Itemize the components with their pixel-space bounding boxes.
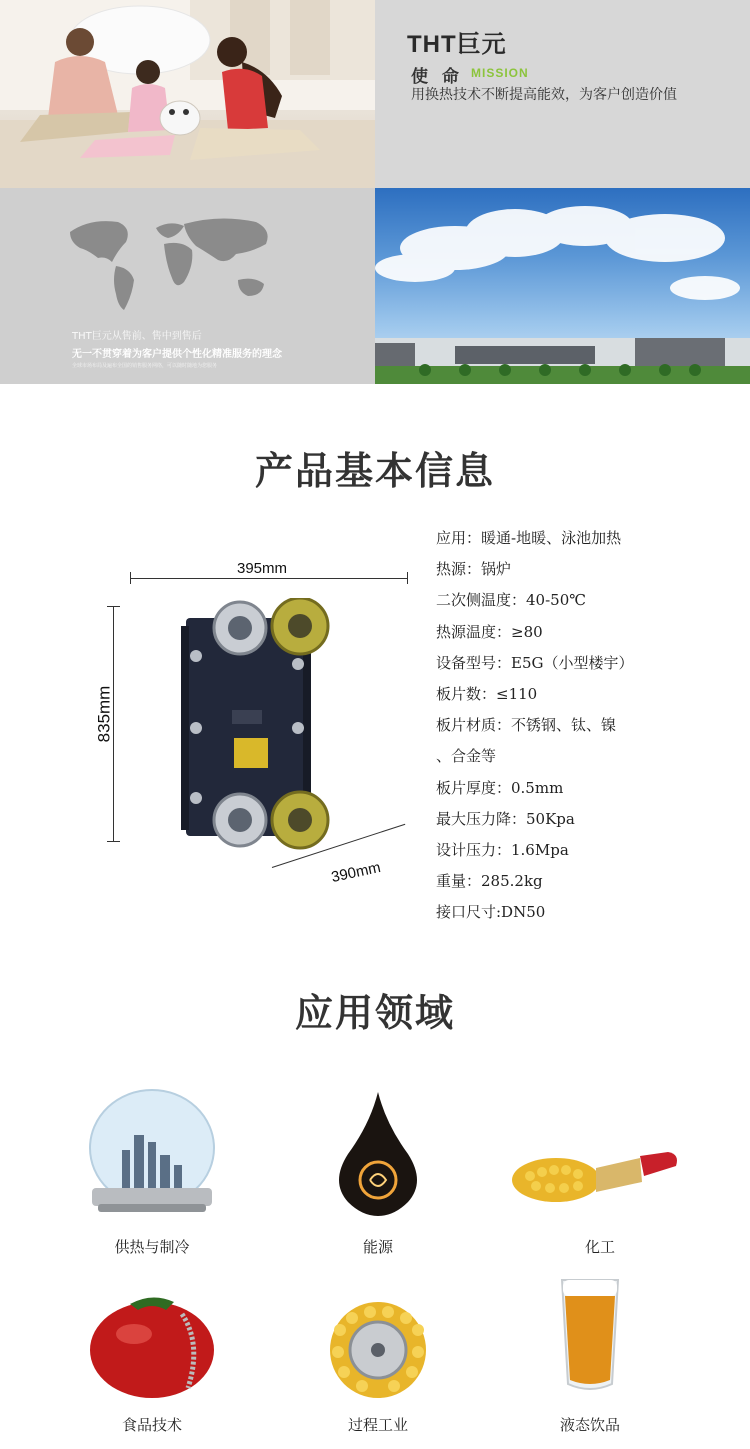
height-dimension-tick xyxy=(107,606,120,607)
spec-item: 二次侧温度：40-50℃ xyxy=(436,591,587,610)
factory-illustration xyxy=(375,188,750,384)
corn-lipstick-icon xyxy=(500,1110,700,1220)
application-item xyxy=(52,1284,252,1404)
mission-statement: 用换热技术不断提高能效，为客户创造价值 xyxy=(411,87,677,103)
corn-wheel-icon xyxy=(278,1300,478,1400)
application-label: 食品技术 xyxy=(121,1416,182,1434)
application-label: 过程工业 xyxy=(347,1416,408,1434)
mission-subtitle: MISSION xyxy=(471,66,529,80)
depth-label: 390mm xyxy=(329,858,383,887)
spec-item: 板片材质：不锈钢、钛、镍 xyxy=(436,716,617,735)
application-item xyxy=(278,1300,478,1400)
spec-item: 重量：285.2kg xyxy=(436,872,543,891)
spec-item: 、合金等 xyxy=(436,747,497,766)
mission-panel xyxy=(375,0,750,188)
application-label: 供热与制冷 xyxy=(114,1238,190,1256)
width-dimension-line xyxy=(130,578,408,579)
width-label: 395mm xyxy=(237,560,288,577)
product-info-title: 产品基本信息 xyxy=(254,449,495,493)
spec-item: 设计压力：1.6Mpa xyxy=(436,840,569,859)
height-dimension-tick xyxy=(107,841,120,842)
spec-item: 热源温度：≥80 xyxy=(436,622,543,641)
spec-item: 最大压力降：50Kpa xyxy=(436,809,575,828)
application-label: 能源 xyxy=(362,1238,393,1256)
spec-item: 接口尺寸:DN50 xyxy=(436,903,546,922)
spec-list xyxy=(436,523,736,928)
spec-item: 热源：锅炉 xyxy=(436,560,512,579)
factory-sky-photo xyxy=(375,188,750,384)
applications-title: 应用领域 xyxy=(294,991,455,1035)
application-item xyxy=(52,1080,252,1230)
world-map-panel xyxy=(0,188,375,384)
family-illustration xyxy=(0,0,375,188)
application-item xyxy=(490,1272,690,1402)
product-diagram xyxy=(94,560,420,900)
application-label: 化工 xyxy=(584,1238,615,1256)
application-label: 液态饮品 xyxy=(559,1416,620,1434)
brand-logo: THT巨元 xyxy=(407,31,507,58)
oil-drop-bulb-icon xyxy=(278,1084,478,1224)
service-line-2: 无一不贯穿着为客户提供个性化精准服务的理念 xyxy=(72,349,282,360)
tomato-zipper-icon xyxy=(52,1284,252,1404)
spec-item: 板片厚度：0.5mm xyxy=(436,778,564,797)
height-label: 835mm xyxy=(94,685,114,743)
service-line-1: THT巨元从售前、售中到售后 xyxy=(72,331,202,342)
spec-item: 设备型号：E5G（小型楼宇） xyxy=(436,653,634,672)
mission-title: 使 命 xyxy=(411,67,463,87)
width-dimension-tick xyxy=(130,572,131,584)
family-photo xyxy=(0,0,375,188)
plate-heat-exchanger-icon xyxy=(178,598,338,854)
application-item xyxy=(278,1084,478,1224)
snow-globe-city-icon xyxy=(52,1080,252,1220)
service-line-3: 全球市场布局及遍布全国的销售服务网络，可以随时随地为您服务 xyxy=(72,363,218,369)
spec-item: 板片数：≤110 xyxy=(436,684,538,703)
width-dimension-tick xyxy=(407,572,408,584)
beer-glass-icon xyxy=(490,1272,690,1402)
application-item xyxy=(500,1110,700,1230)
world-map-icon xyxy=(60,210,290,320)
spec-item: 应用：暖通-地暖、泳池加热 xyxy=(436,529,622,547)
